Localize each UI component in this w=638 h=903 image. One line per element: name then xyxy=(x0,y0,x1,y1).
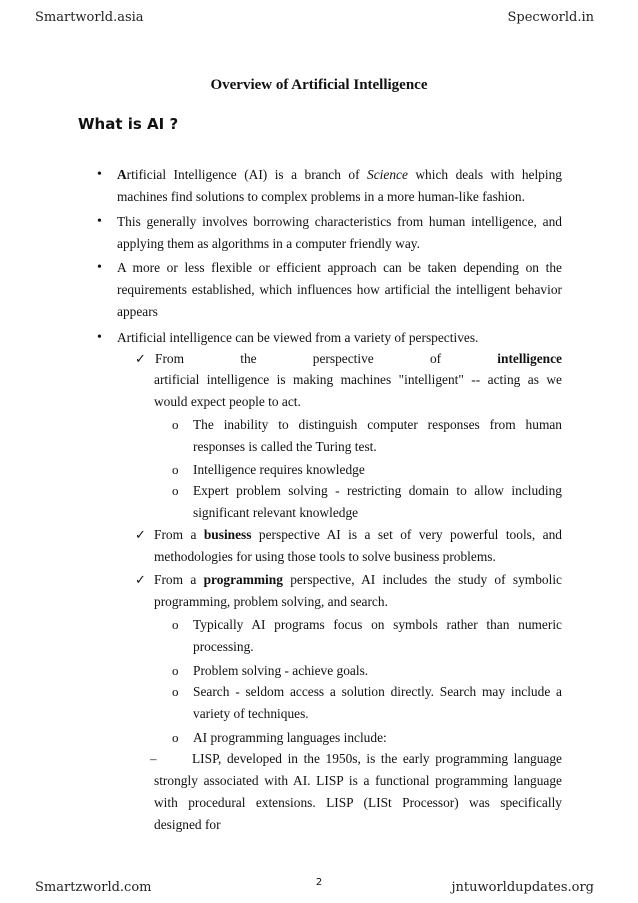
footer-left-site: Smartzworld.com xyxy=(35,880,152,895)
lisp-paragraph: LISP, developed in the 1950s, is the early programming language strongly associated with AI. LISP is a functional programming language with procedural extensions. LISP (LISt Processor) was specifically designed for xyxy=(154,751,562,832)
perspective-2-text: From a business perspective AI is a set of very powerful tools, and methodologies for using those tools to solve business problems. xyxy=(154,527,562,564)
circle-bullet-icon: o xyxy=(172,483,179,498)
bullet-1-text: Artificial Intelligence (AI) is a branch of Science which deals with helping machines find solutions to complex problems in a more human-like fashion. xyxy=(117,167,562,204)
checkmark-icon: ✓ xyxy=(135,527,146,542)
document-title: Overview of Artificial Intelligence xyxy=(210,77,428,93)
bullet-2-text: This generally involves borrowing characteristics from human intelligence, and applying them as algorithms in a computer friendly way. xyxy=(117,214,562,251)
list-item: The inability to distinguish computer responses from human responses is called the Turing test. xyxy=(193,417,562,454)
intelligence-term: intelligence xyxy=(497,351,562,366)
circle-bullet-icon: o xyxy=(172,462,179,477)
list-item: Intelligence requires knowledge xyxy=(193,462,365,477)
list-item: Problem solving - achieve goals. xyxy=(193,663,369,678)
circle-bullet-icon: o xyxy=(172,417,179,432)
science-term: Science xyxy=(367,167,408,182)
perspective-1-text: artificial intelligence is making machines "intelligent" -- acting as we would expect people to act. xyxy=(154,372,562,409)
perspective-1-first-line: From the perspective of intelligence xyxy=(155,348,562,370)
footer-right-site: jntuworldupdates.org xyxy=(451,880,594,895)
list-item: Expert problem solving - restricting domain to allow including significant relevant knowledge xyxy=(193,483,562,520)
programming-term: programming xyxy=(203,572,283,587)
list-item: Typically AI programs focus on symbols rather than numeric processing. xyxy=(193,617,562,654)
checkmark-icon: ✓ xyxy=(135,351,146,366)
circle-bullet-icon: o xyxy=(172,663,179,678)
list-item: AI programming languages include: xyxy=(193,730,387,745)
bullet-icon: • xyxy=(97,330,102,345)
circle-bullet-icon: o xyxy=(172,730,179,745)
header-left-site: Smartworld.asia xyxy=(35,10,144,25)
drop-letter: A xyxy=(117,167,127,182)
dash-marker: – xyxy=(150,751,157,766)
bullet-4-text: Artificial intelligence can be viewed from a variety of perspectives. xyxy=(117,330,479,345)
bullet-icon: • xyxy=(97,167,102,182)
section-heading: What is AI ? xyxy=(78,115,179,133)
header-right-site: Specworld.in xyxy=(507,10,594,25)
bullet-icon: • xyxy=(97,260,102,275)
bullet-icon: • xyxy=(97,214,102,229)
perspective-3-text: From a programming perspective, AI includes the study of symbolic programming, problem solving, and search. xyxy=(154,572,562,609)
list-item: Search - seldom access a solution directly. Search may include a variety of techniques. xyxy=(193,684,562,721)
circle-bullet-icon: o xyxy=(172,684,179,699)
bullet-3-text: A more or less flexible or efficient approach can be taken depending on the requirements established, which influences how artificial the intelligent behavior appears xyxy=(117,260,562,319)
circle-bullet-icon: o xyxy=(172,617,179,632)
checkmark-icon: ✓ xyxy=(135,572,146,587)
page-number: 2 xyxy=(315,877,323,888)
business-term: business xyxy=(203,527,252,542)
